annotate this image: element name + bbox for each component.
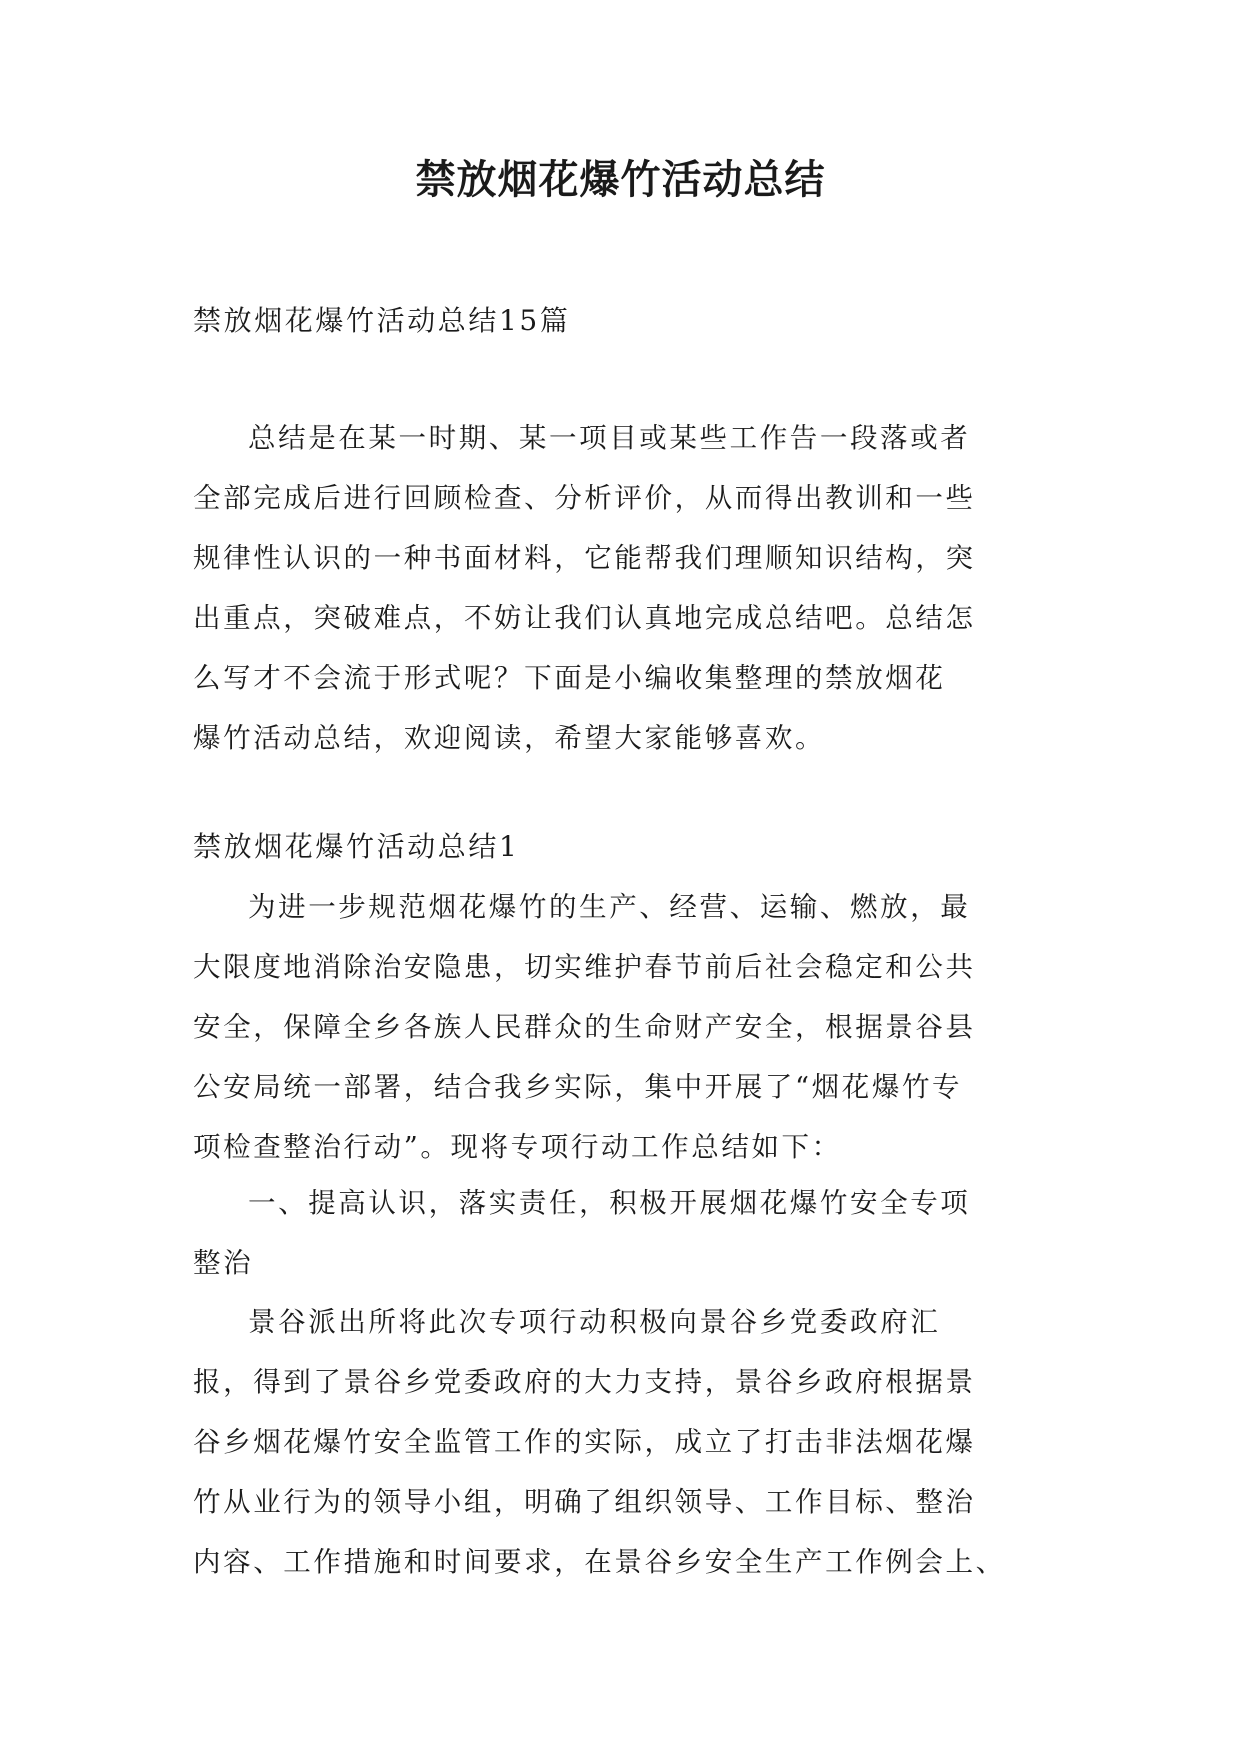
paragraph-line: 项检查整治行动”。现将专项行动工作总结如下：	[193, 1131, 842, 1163]
document-subtitle: 禁放烟花爆竹活动总结15篇	[193, 304, 571, 337]
intro-line: 么写才不会流于形式呢？下面是小编收集整理的禁放烟花	[193, 662, 946, 694]
paragraph-line: 谷乡烟花爆竹安全监管工作的实际，成立了打击非法烟花爆	[193, 1426, 976, 1458]
paragraph-line: 为进一步规范烟花爆竹的生产、经营、运输、燃放，最	[248, 891, 971, 923]
heading-line: 整治	[193, 1247, 254, 1279]
intro-line: 规律性认识的一种书面材料，它能帮我们理顺知识结构，突	[193, 542, 976, 574]
paragraph-line: 大限度地消除治安隐患，切实维护春节前后社会稳定和公共	[193, 951, 976, 983]
heading-line: 一、提高认识，落实责任，积极开展烟花爆竹安全专项	[248, 1187, 971, 1219]
paragraph-line: 竹从业行为的领导小组，明确了组织领导、工作目标、整治	[193, 1486, 976, 1518]
section-title: 禁放烟花爆竹活动总结1	[193, 830, 520, 863]
paragraph-1	[193, 877, 1053, 1177]
paragraph-line: 内容、工作措施和时间要求，在景谷乡安全生产工作例会上、	[193, 1546, 1006, 1578]
paragraph-line: 安全，保障全乡各族人民群众的生命财产安全，根据景谷县	[193, 1011, 976, 1043]
heading-1	[193, 1173, 1053, 1293]
intro-paragraph	[193, 408, 1053, 768]
intro-line: 爆竹活动总结，欢迎阅读，希望大家能够喜欢。	[193, 722, 826, 754]
intro-line: 全部完成后进行回顾检查、分析评价，从而得出教训和一些	[193, 482, 976, 514]
paragraph-2	[193, 1292, 1053, 1592]
intro-line: 总结是在某一时期、某一项目或某些工作告一段落或者	[248, 422, 971, 454]
paragraph-line: 公安局统一部署，结合我乡实际，集中开展了“烟花爆竹专	[193, 1071, 963, 1103]
document-title: 禁放烟花爆竹活动总结	[415, 157, 826, 203]
paragraph-line: 报，得到了景谷乡党委政府的大力支持，景谷乡政府根据景	[193, 1366, 976, 1398]
paragraph-line: 景谷派出所将此次专项行动积极向景谷乡党委政府汇	[248, 1306, 941, 1338]
intro-line: 出重点，突破难点，不妨让我们认真地完成总结吧。总结怎	[193, 602, 976, 634]
